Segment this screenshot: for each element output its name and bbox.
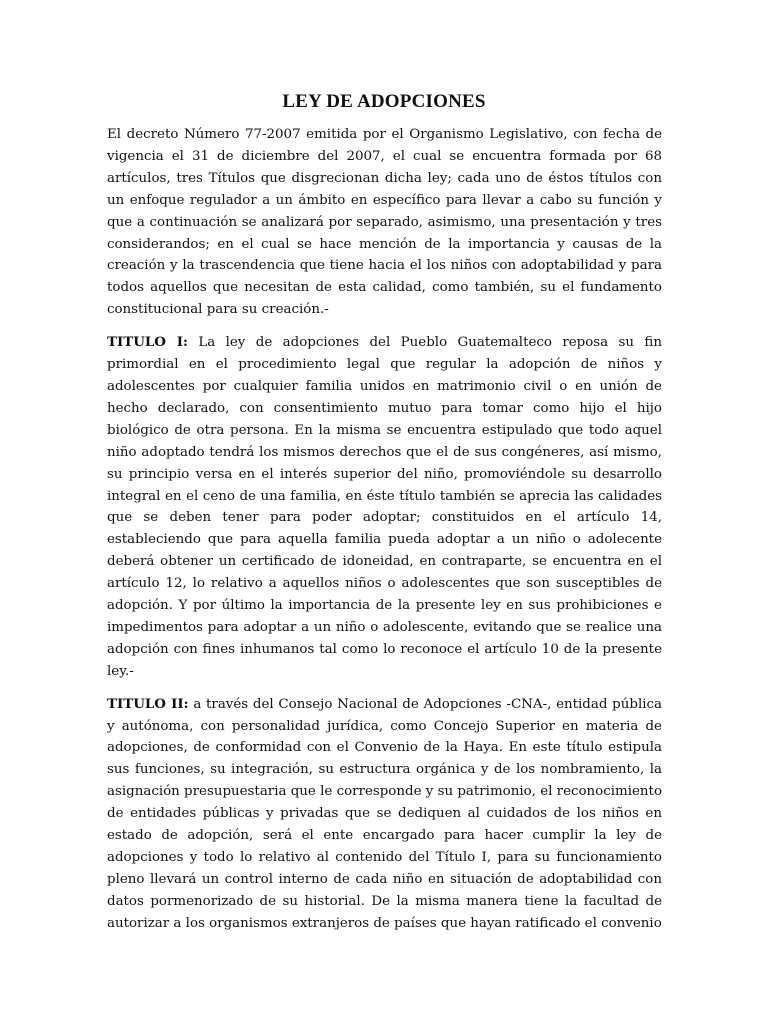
section-text: a través del Consejo Nacional de Adopciones -CNA-, entidad pública y autónoma, con personalidad jurídica, como Concejo Superior en materia de adopciones, de conformidad con el Convenio de la Haya. En este título estipula sus funciones, su integración, su estructura orgánica y de los nombramiento, la asignación presupuestaria que le corresponde y su patrimonio, el reconocimiento de entidades públicas y privadas que se dediquen al cuidados de los niños en estado de adopción, será el ente encargado para hacer cumplir la ley de adopciones y todo lo relativo al contenido del Título I, para su funcionamiento pleno llevará un control interno de cada niño en situación de adoptabilidad con datos pormenorizado de su historial. De la misma manera tiene la facultad de autorizar a los organismos extranjeros de países que hayan ratificado el convenio xyxy=(107,696,662,931)
document-title: LEY DE ADOPCIONES xyxy=(282,91,486,112)
intro-paragraph: El decreto Número 77-2007 emitida por el Organismo Legislativo, con fecha de vigencia el 31 de diciembre del 2007, el cual se encuentra formada por 68 artículos, tres Títulos que disgrecionan dicha ley; cada uno de éstos títulos con un enfoque regulador a un ámbito en específico para llevar a cabo su función y que a continuación se analizará por separado, asimismo, una presentación y tres considerandos; en el cual se hace mención de la importancia y causas de la creación y la trascendencia que tiene hacia el los niños con adoptabilidad y para todos aquellos que necesitan de esta calidad, como también, su el fundamento constitucional para su creación.- xyxy=(107,127,662,318)
section-heading: TITULO II: xyxy=(107,695,189,712)
section-text: La ley de adopciones del Pueblo Guatemalteco reposa su fin primordial en el procedimiento legal que regular la adopción de niños y adolescentes por cualquier familia unidos en matrimonio civil o en unión de hecho declarado, con consentimiento mutuo para tomar como hijo el hijo biológico de otra persona. En la misma se encuentra estipulado que todo aquel niño adoptado tendrá los mismos derechos que el de sus congéneres, así mismo, su principio versa en el interés superior del niño, promoviéndole su desarrollo integral en el ceno de una familia, en éste título también se aprecia las calidades que se deben tener para poder adoptar; constituidos en el artículo 14, estableciendo que para aquella familia pueda adoptar a un niño o adolecente deberá obtener un certificado de idoneidad, en contraparte, se encuentra en el artículo 12, lo relativo a aquellos niños o adolescentes que son susceptibles de adopción. Y por último la importancia de la presente ley en sus prohibiciones e impedimentos para adoptar a un niño o adolescente, evitando que se realice una adopción con fines inhumanos tal como lo reconoce el artículo 10 de la presente ley.- xyxy=(107,335,662,679)
section-heading: TITULO I: xyxy=(107,334,188,351)
section-paragraph-titulo-2 xyxy=(107,694,662,935)
section-paragraph-titulo-1 xyxy=(107,332,662,683)
document-body xyxy=(107,124,662,946)
